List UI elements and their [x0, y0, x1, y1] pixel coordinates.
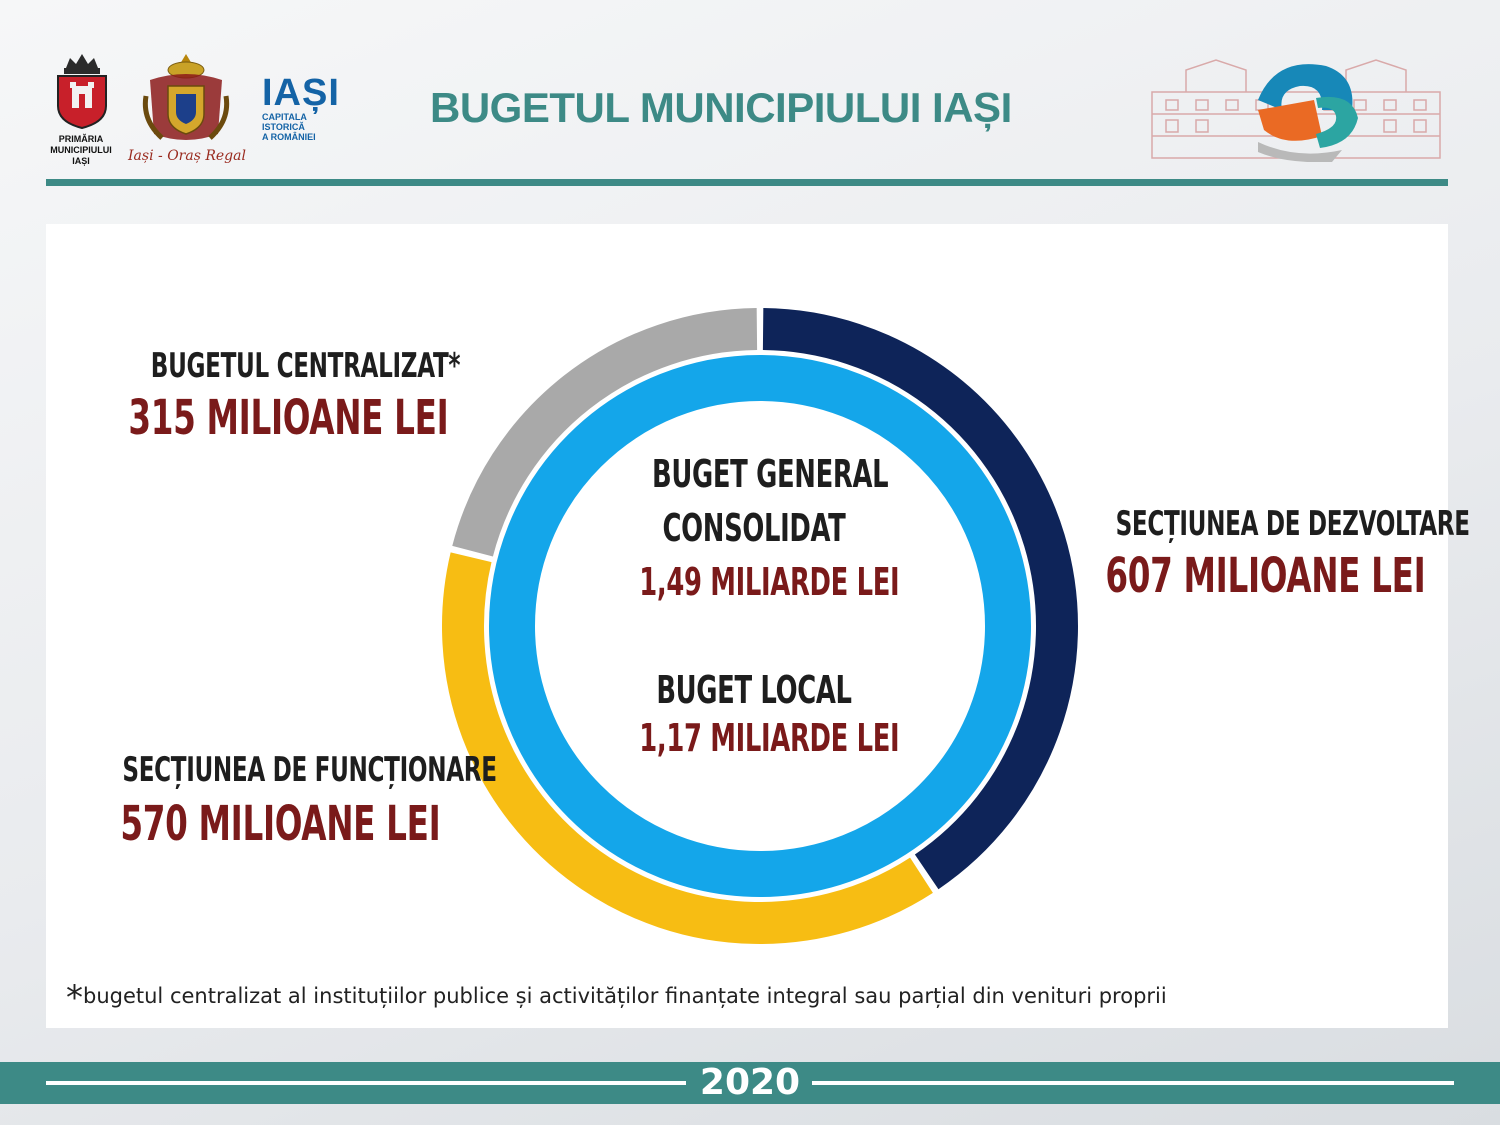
city-hall-building-icon: [1146, 52, 1446, 162]
iasi-capital-logo: [262, 74, 362, 146]
center-local-value: 1,17 MILIARDE LEI: [639, 716, 900, 760]
center-general-title-line1: BUGET GENERAL: [652, 452, 889, 496]
footnote-marker: *: [66, 978, 83, 1018]
footnote-text: bugetul centralizat al instituțiilor publice și activităților finanțate integral sau parțial din venituri proprii: [83, 984, 1167, 1008]
header: [0, 0, 1500, 185]
donut-chart: [46, 224, 1470, 1028]
royal-coat-of-arms-icon: [140, 50, 232, 150]
legend-centralizat-title: BUGETUL CENTRALIZAT*: [150, 346, 461, 386]
royal-caption: Iași - Oraș Regal: [128, 148, 246, 164]
footer-line-right: [812, 1081, 1454, 1085]
footnote: [66, 978, 1167, 1018]
legend-functionare-value: 570 MILIOANE LEI: [120, 796, 441, 852]
iasi-logo-word: IAȘI: [262, 72, 340, 114]
primaria-crest-icon: [52, 50, 112, 130]
footer-year: 2020: [699, 1062, 801, 1103]
header-divider: [46, 179, 1448, 186]
primaria-caption: PRIMĂRIA MUNICIPIULUI IAȘI: [50, 134, 112, 166]
center-general-title-line2: CONSOLIDAT: [662, 506, 846, 550]
legend-dezvoltare-value: 607 MILIOANE LEI: [1105, 548, 1426, 604]
footer-line-left: [46, 1081, 686, 1085]
page-title: BUGETUL MUNICIPIULUI IAȘI: [430, 84, 1012, 131]
iasi-logo-subtitle: CAPITALA ISTORICĂ A ROMÂNIEI: [262, 112, 316, 142]
legend-centralizat-value: 315 MILIOANE LEI: [128, 390, 449, 446]
legend-dezvoltare-title: SECȚIUNEA DE DEZVOLTARE: [1115, 504, 1470, 544]
chart-panel: [46, 224, 1470, 1028]
center-local-title: BUGET LOCAL: [656, 668, 852, 712]
legend-functionare-title: SECȚIUNEA DE FUNCȚIONARE: [122, 750, 497, 790]
center-general-value: 1,49 MILIARDE LEI: [639, 560, 900, 604]
